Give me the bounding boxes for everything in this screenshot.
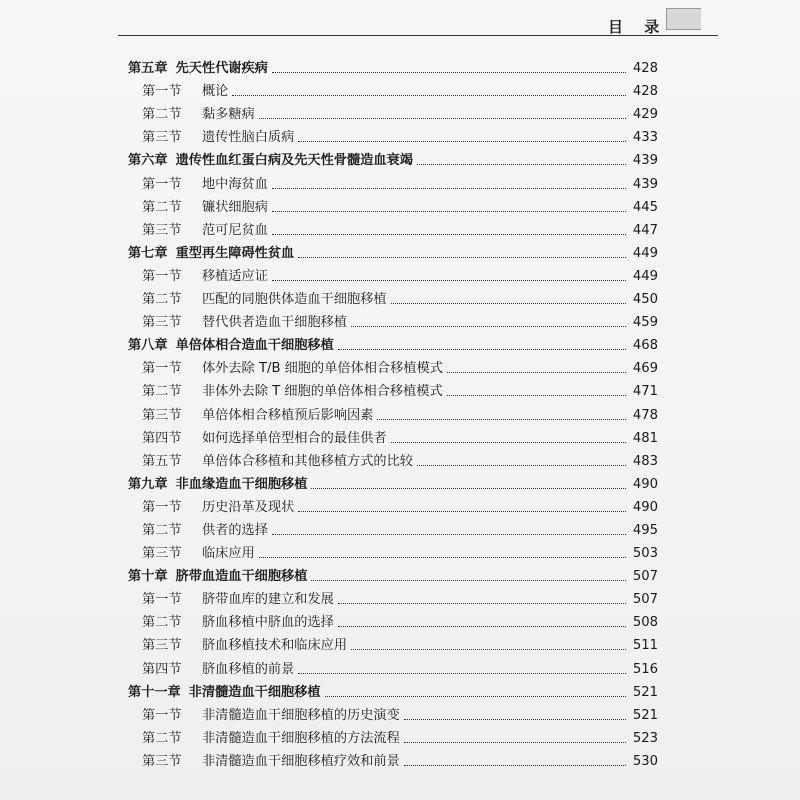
chapter-number: 第六章 (128, 153, 168, 169)
toc-section-row (128, 123, 658, 146)
toc-section-row (128, 516, 658, 539)
toc-chapter-row (128, 331, 658, 354)
dot-leader (417, 465, 626, 466)
section-number: 第三节 (142, 753, 182, 769)
toc-section-row (128, 100, 658, 123)
dot-leader (404, 765, 626, 766)
chapter-title: 先天性代谢疾病 (175, 61, 268, 77)
toc-chapter-row (128, 470, 658, 493)
section-title: 遗传性脑白质病 (202, 130, 295, 146)
section-number: 第二节 (142, 730, 182, 746)
section-number: 第四节 (142, 661, 182, 677)
page-number: 503 (632, 546, 658, 562)
toc-section-row (128, 608, 658, 631)
page-number: 523 (632, 730, 658, 746)
section-title: 如何选择单倍型相合的最佳供者 (202, 430, 387, 446)
chapter-title: 脐带血造血干细胞移植 (175, 569, 308, 585)
section-title: 地中海贫血 (202, 176, 268, 192)
toc-section-row (128, 747, 658, 770)
chapter-number: 第五章 (128, 61, 168, 77)
dot-leader (272, 211, 626, 212)
page-number: 447 (632, 222, 658, 238)
page-number: 511 (632, 638, 658, 654)
section-number: 第三节 (142, 638, 182, 654)
table-of-contents (128, 54, 658, 770)
section-title: 脐血移植的前景 (202, 661, 295, 677)
chapter-title: 遗传性血红蛋白病及先天性骨髓造血衰竭 (175, 153, 413, 169)
page-number: 439 (632, 153, 658, 169)
dot-leader (325, 696, 626, 697)
toc-chapter-row (128, 562, 658, 585)
dot-leader (311, 488, 626, 489)
section-number: 第三节 (142, 315, 182, 331)
section-number: 第一节 (142, 361, 182, 377)
section-title: 体外去除 T/B 细胞的单倍体相合移植模式 (202, 361, 443, 377)
page-number: 449 (632, 245, 658, 261)
section-number: 第三节 (142, 130, 182, 146)
page-number: 449 (632, 268, 658, 284)
page-number: 508 (632, 615, 658, 631)
toc-section-row (128, 193, 658, 216)
page-number: 490 (632, 499, 658, 515)
dot-leader (259, 118, 626, 119)
dot-leader (338, 626, 626, 627)
toc-section-row (128, 262, 658, 285)
section-title: 黏多糖病 (202, 107, 255, 123)
section-title: 范可尼贫血 (202, 222, 268, 238)
section-title: 非清髓造血干细胞移植的方法流程 (202, 730, 400, 746)
page-number: 450 (632, 292, 658, 308)
chapter-title: 非清髓造血干细胞移植 (188, 684, 321, 700)
dot-leader (391, 303, 626, 304)
chapter-title: 重型再生障碍性贫血 (175, 245, 295, 261)
toc-section-row (128, 169, 658, 192)
dot-leader (298, 511, 626, 512)
page-number: 530 (632, 753, 658, 769)
toc-chapter-row (128, 146, 658, 169)
dot-leader (272, 234, 626, 235)
page-number: 428 (632, 61, 658, 77)
dot-leader (272, 280, 626, 281)
section-title: 单倍体相合移植预后影响因素 (202, 407, 374, 423)
toc-section-row (128, 701, 658, 724)
page-number: 490 (632, 476, 658, 492)
page-number: 428 (632, 84, 658, 100)
dot-leader (232, 95, 626, 96)
section-number: 第二节 (142, 107, 182, 123)
toc-section-row (128, 424, 658, 447)
section-number: 第二节 (142, 384, 182, 400)
chapter-number: 第十章 (128, 569, 168, 585)
dot-leader (272, 534, 626, 535)
section-number: 第一节 (142, 268, 182, 284)
section-number: 第三节 (142, 222, 182, 238)
dot-leader (298, 673, 626, 674)
section-number: 第三节 (142, 407, 182, 423)
toc-section-row (128, 585, 658, 608)
toc-section-row (128, 447, 658, 470)
section-title: 镰状细胞病 (202, 199, 268, 215)
toc-section-row (128, 539, 658, 562)
page-number: 521 (632, 707, 658, 723)
toc-section-row (128, 654, 658, 677)
toc-section-row (128, 631, 658, 654)
page-number: 433 (632, 130, 658, 146)
section-number: 第二节 (142, 199, 182, 215)
section-number: 第五节 (142, 453, 182, 469)
section-title: 历史沿革及现状 (202, 499, 295, 515)
page-number: 495 (632, 522, 658, 538)
page-number: 439 (632, 176, 658, 192)
header-rule (118, 35, 718, 36)
page-number: 507 (632, 592, 658, 608)
section-number: 第三节 (142, 546, 182, 562)
dot-leader (404, 719, 626, 720)
section-title: 脐血移植中脐血的选择 (202, 615, 334, 631)
dot-leader (338, 349, 626, 350)
dot-leader (447, 372, 626, 373)
dot-leader (404, 742, 626, 743)
section-number: 第二节 (142, 292, 182, 308)
dot-leader (338, 603, 626, 604)
page-header-title: 目 录 (608, 18, 668, 36)
toc-section-row (128, 493, 658, 516)
section-title: 移植适应证 (202, 268, 268, 284)
toc-section-row (128, 724, 658, 747)
page-number: 521 (632, 684, 658, 700)
section-title: 概论 (202, 84, 229, 100)
toc-section-row (128, 216, 658, 239)
page-number: 481 (632, 430, 658, 446)
section-title: 非清髓造血干细胞移植的历史演变 (202, 707, 400, 723)
page-number: 468 (632, 338, 658, 354)
dot-leader (298, 141, 626, 142)
section-title: 非清髓造血干细胞移植疗效和前景 (202, 753, 400, 769)
page-number: 429 (632, 107, 658, 123)
section-number: 第四节 (142, 430, 182, 446)
section-number: 第一节 (142, 707, 182, 723)
dot-leader (351, 326, 626, 327)
dot-leader (259, 557, 626, 558)
page-number: 459 (632, 315, 658, 331)
section-title: 替代供者造血干细胞移植 (202, 315, 348, 331)
section-title: 非体外去除 T 细胞的单倍体相合移植模式 (202, 384, 443, 400)
toc-section-row (128, 377, 658, 400)
page-number: 445 (632, 199, 658, 215)
chapter-number: 第八章 (128, 338, 168, 354)
section-title: 脐血移植技术和临床应用 (202, 638, 348, 654)
section-title: 临床应用 (202, 546, 255, 562)
toc-section-row (128, 308, 658, 331)
section-number: 第二节 (142, 522, 182, 538)
toc-section-row (128, 77, 658, 100)
page-number: 469 (632, 361, 658, 377)
dot-leader (272, 72, 626, 73)
dot-leader (351, 649, 626, 650)
section-title: 匹配的同胞供体造血干细胞移植 (202, 292, 387, 308)
header-tab-marker (666, 8, 701, 30)
toc-section-row (128, 354, 658, 377)
section-number: 第一节 (142, 84, 182, 100)
dot-leader (272, 188, 626, 189)
toc-chapter-row (128, 54, 658, 77)
chapter-number: 第九章 (128, 476, 168, 492)
page-number: 516 (632, 661, 658, 677)
section-number: 第一节 (142, 592, 182, 608)
page-number: 478 (632, 407, 658, 423)
chapter-title: 单倍体相合造血干细胞移植 (175, 338, 334, 354)
page-number: 483 (632, 453, 658, 469)
page-number: 507 (632, 569, 658, 585)
dot-leader (391, 442, 626, 443)
toc-section-row (128, 285, 658, 308)
dot-leader (298, 257, 626, 258)
dot-leader (377, 419, 626, 420)
section-number: 第一节 (142, 499, 182, 515)
toc-section-row (128, 400, 658, 423)
dot-leader (417, 164, 626, 165)
dot-leader (311, 580, 626, 581)
section-number: 第一节 (142, 176, 182, 192)
dot-leader (447, 395, 626, 396)
chapter-number: 第七章 (128, 245, 168, 261)
toc-chapter-row (128, 678, 658, 701)
toc-chapter-row (128, 239, 658, 262)
section-number: 第二节 (142, 615, 182, 631)
section-title: 脐带血库的建立和发展 (202, 592, 334, 608)
chapter-title: 非血缘造血干细胞移植 (175, 476, 308, 492)
page-number: 471 (632, 384, 658, 400)
chapter-number: 第十一章 (128, 684, 181, 700)
section-title: 供者的选择 (202, 522, 268, 538)
section-title: 单倍体合移植和其他移植方式的比较 (202, 453, 413, 469)
